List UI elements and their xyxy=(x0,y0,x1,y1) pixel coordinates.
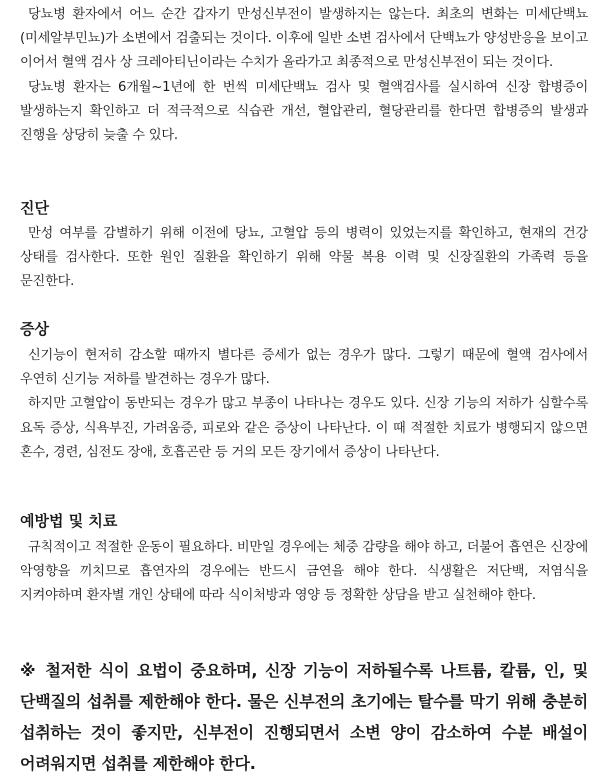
symptoms-paragraph-2: 하지만 고혈압이 동반되는 경우가 많고 부종이 나타나는 경우도 있다. 신장 기능의 저하가 심할수록 요독 증상, 식욕부진, 가려움증, 피로와 같은 증상이 나타난다. 이 때 적절한 치료가 병행되지 않으면 혼수, 경련, 심전도 장애, 호흡곤란 등 거의 모든 장기에서 증상이 나타난다. xyxy=(20,396,588,460)
symptoms-paragraph-1: 신기능이 현저히 감소할 때까지 별다른 증세가 없는 경우가 많다. 그렇기 때문에 혈액 검사에서 우연히 신기능 저하를 발견하는 경우가 많다. xyxy=(20,348,588,388)
symptoms-heading: 증상 xyxy=(20,320,49,338)
notice-section xyxy=(20,655,588,779)
intro-paragraph-2: 당뇨병 환자는 6개월~1년에 한 번씩 미세단백뇨 검사 및 혈액검사를 실시하여 신장 합병증이 발생하는지 확인하고 더 적극적으로 식습관 개선, 혈압관리, 혈당관리를 한다면 합병증의 발생과 진행을 상당히 늦출 수 있다. xyxy=(20,79,588,144)
intro-paragraph-1: 당뇨병 환자에서 어느 순간 갑자기 만성신부전이 발생하지는 않는다. 최초의 변화는 미세단백뇨(미세알부민뇨)가 소변에서 검출되는 것이다. 이후에 일반 소변 검사에서 단백뇨가 양성반응을 보이고 이어서 혈액 검사 상 크레아티닌이라는 수치가 올라가고 최종적으로 만성신부전이 되는 것이다. xyxy=(20,7,588,71)
prevention-section xyxy=(20,536,588,609)
notice-text: ※ 철저한 식이 요법이 중요하며, 신장 기능이 저하될수록 나트륨, 칼륨, 인, 및 단백질의 섭취를 제한해야 한다. 물은 신부전의 초기에는 탈수를 막기 위해 충분히 섭취하는 것이 좋지만, 신부전이 진행되면서 소변 양이 감소하여 수분 배설이 어려워지면 섭취를 제한해야 한다. xyxy=(20,661,588,773)
prevention-heading: 예방법 및 치료 xyxy=(20,512,118,530)
prevention-paragraph-1: 규칙적이고 적절한 운동이 필요하다. 비만일 경우에는 체중 감량을 해야 하고, 더불어 흡연은 신장에 악영향을 끼치므로 흡연자의 경우에는 반드시 금연을 해야 한다. 식생활은 저단백, 저염식을 지켜야하며 환자별 개인 상태에 따라 식이처방과 영양 등 정확한 상담을 받고 실천해야 한다. xyxy=(20,540,588,604)
symptoms-section xyxy=(20,344,588,465)
diagnosis-heading: 진단 xyxy=(20,199,49,217)
diagnosis-paragraph-1: 만성 여부를 감별하기 위해 이전에 당뇨, 고혈압 등의 병력이 있었는지를 확인하고, 현재의 건강 상태를 검사한다. 또한 원인 질환을 확인하기 위해 약물 복용 이력 및 신장질환의 가족력 등을 문진한다. xyxy=(20,226,588,290)
diagnosis-section xyxy=(20,222,588,295)
intro-section xyxy=(20,3,588,148)
